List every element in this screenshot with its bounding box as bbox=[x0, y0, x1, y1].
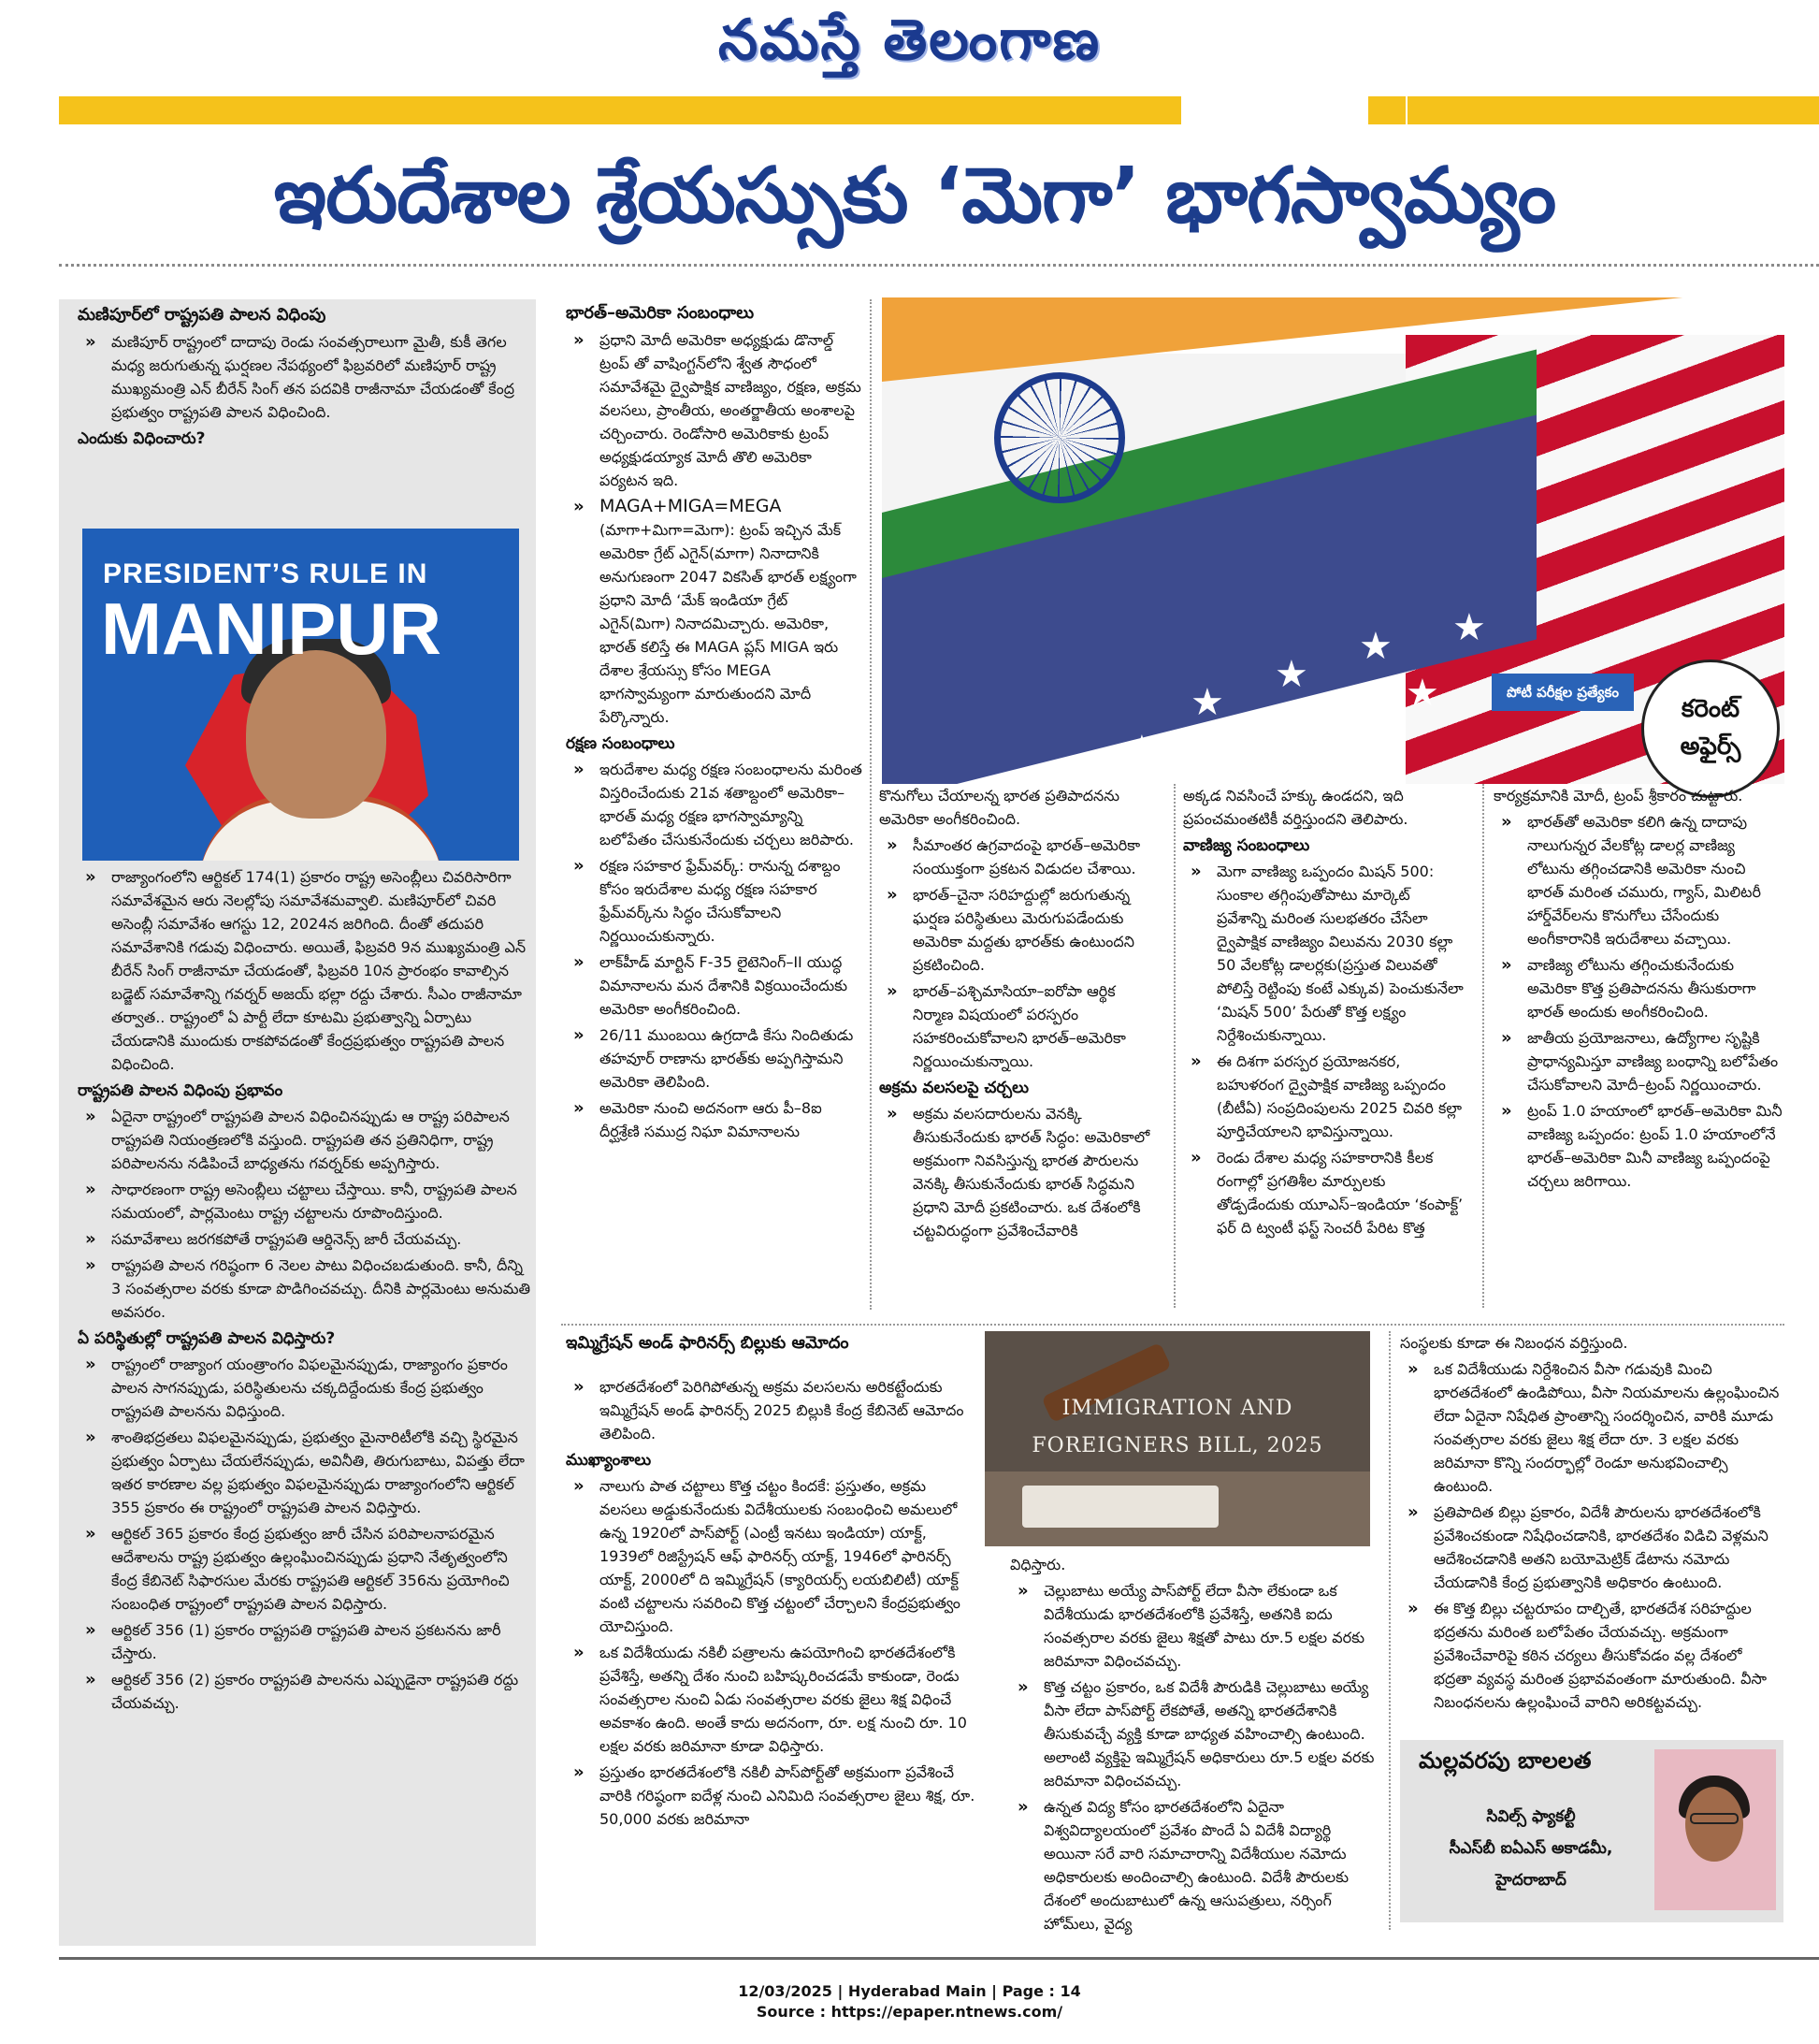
presidents-rule-image bbox=[82, 529, 519, 861]
current-affairs-badge bbox=[1641, 660, 1780, 798]
text-block: కొనుగోలు చేయాలన్న భారత ప్రతిపాదనను అమెరికా అంగీకరించింది. bbox=[879, 787, 1120, 828]
list-item: » శాంతిభద్రతలు విఫలమైనప్పుడు, ప్రభుత్వం మైనారిటీలోకి వచ్చి స్థిరమైన ప్రభుత్వం ఏర్పాటు చేయలేనప్పుడు, అవినీతి, తిరుగుబాటు, విపత్తు లేదా ఇతర కారణాల వల్ల ప్రభుత్వం విఫలమైనప్పుడు రాజ్యాంగంలోని ఆర్టికల్ 355 ప్రకారం ఈ రాష్ట్రంలో రాష్ట్రపతి పాలన విధిస్తారు. bbox=[78, 1426, 536, 1519]
list-item: » కొత్త చట్టం ప్రకారం, ఒక విదేశీ పౌరుడికి చెల్లుబాటు అయ్యే వీసా లేదా పాస్‌పోర్ట్ లేకపోతే, అతన్ని భారతదేశానికి తీసుకువచ్చే వ్యక్తి కూడా బాధ్యత వహించాల్సి ఉంటుంది. అలాంటి వ్యక్తిపై ఇమ్మిగ్రేషన్ అధికారులు రూ.5 లక్షల వరకు జరిమానా విధించవచ్చు. bbox=[1010, 1675, 1375, 1792]
list-item: » ఈ దిశగా పరస్పర ప్రయోజనకర, బహుళరంగ ద్వైపాక్షిక వాణిజ్య ఒప్పందం (బీటీఏ) సంప్రదింపులను 2025 చివరి కల్లా పూర్తిచేయాలని భావిస్తున్నాయి. bbox=[1183, 1050, 1464, 1143]
manipur-title: మణిపూర్‌లో రాష్ట్రపతి పాలన విధింపు bbox=[78, 305, 326, 325]
book-icon bbox=[1022, 1486, 1219, 1528]
immigration-column-2 bbox=[1010, 1553, 1375, 1938]
badge-line1: కరెంట్ bbox=[1681, 695, 1740, 723]
list-item: » ఆర్టికల్ 365 ప్రకారం కేంద్ర ప్రభుత్వం జారీ చేసిన పరిపాలనాపరమైన ఆదేశాలను రాష్ట్ర ప్రభుత్వం ఉల్లంఘించినప్పుడు ప్రధాని నేతృత్వంలోని కేంద్ర కేబినెట్ సిఫారసుల మేరకు రాష్ట్రపతి ఆర్టికల్ 356ను ప్రయోగించి సంబంధిత రాష్ట్రంలో రాష్ట్రపతి పాలన విధిస్తారు. bbox=[78, 1522, 536, 1616]
column-4 bbox=[1494, 784, 1783, 1196]
list-item: » ఆర్టికల్ 356 (1) ప్రకారం రాష్ట్రపతి రాష్ట్రపతి పాలన ప్రకటనను జారీ చేస్తారు. bbox=[78, 1618, 536, 1665]
footer-source: Source : https://epaper.ntnews.com/ bbox=[756, 2003, 1063, 2021]
image-caption-line1: IMMIGRATION AND bbox=[1061, 1397, 1293, 1420]
president-portrait bbox=[246, 650, 386, 819]
column-3 bbox=[1183, 784, 1464, 1242]
list-item: » భారత్–పశ్చిమాసియా–ఐరోపా ఆర్థిక నిర్మాణ విషయంలో పరస్పరం సహకరించుకోవాలని భారత్–అమెరికా నిర్ణయించుకున్నాయి. bbox=[879, 979, 1160, 1073]
list-item: » ఉన్నత విద్య కోసం భారతదేశంలోని ఏదైనా విశ్వవిద్యాలయంలో ప్రవేశం పొందే ఏ విదేశీ విద్యార్థి అయినా సరే వారి సమాచారాన్ని విదేశీయుల నమోదు అధికారులకు అందించాల్సి ఉంటుంది. విదేశీ పౌరులకు దేశంలో అందుబాటులో ఉన్న ఆసుపత్రులు, నర్సింగ్ హోమ్‌లు, వైద్య bbox=[1010, 1795, 1375, 1935]
column-2 bbox=[879, 784, 1160, 1245]
why-heading: ఎందుకు విధించారు? bbox=[78, 429, 206, 448]
mega-heading: » MAGA+MIGA=MEGA bbox=[599, 496, 782, 516]
list-item bbox=[566, 495, 863, 729]
badge-line2: అఫైర్స్ bbox=[1680, 732, 1741, 761]
text-block: అక్కడ నివసించే హక్కు ఉండదని, ఇది ప్రపంచమంతటికీ వర్తిస్తుందని తెలిపారు. bbox=[1183, 787, 1408, 828]
list-item: » సీమాంతర ఉగ్రవాదంపై భారత్–అమెరికా సంయుక్తంగా ప్రకటన విడుదల చేశాయి. bbox=[879, 834, 1160, 880]
exam-special-badge: పోటీ పరీక్షల ప్రత్యేకం bbox=[1492, 674, 1634, 711]
section-divider bbox=[561, 1324, 1784, 1326]
list-item: » సాధారణంగా రాష్ట్ర అసెంబ్లీలు చట్టాలు చేస్తాయి. కానీ, రాష్ట్రపతి పాలన సమయంలో, పార్లమెంటు రాష్ట్ర చట్టాలను రూపొందిస్తుంది. bbox=[78, 1178, 536, 1225]
image-caption-line2: MANIPUR bbox=[101, 587, 441, 670]
list-item: » వాణిజ్య లోటును తగ్గించుకునేందుకు అమెరికా కొత్త ప్రతిపాదనను తీసుకురాగా భారత్ అందుకు అంగీకరించింది. bbox=[1494, 953, 1783, 1023]
list-item: » మణిపూర్ రాష్ట్రంలో దాదాపు రెండు సంవత్సరాలుగా మైతీ, కుకీ తెగల మధ్య జరుగుతున్న ఘర్షణల నేపథ్యంలో ఫిబ్రవరిలో మణిపూర్ రాష్ట్ర ముఖ్యమంత్రి ఎన్ బీరేన్ సింగ్ తన పదవికి రాజీనామా చేయడంతో కేంద్ర ప్రభుత్వం రాష్ట్రపతి పాలన విధించింది. bbox=[78, 330, 536, 424]
india-usa-title: భారత్–అమెరికా సంబంధాలు bbox=[566, 303, 755, 323]
list-item: » ఇరుదేశాల మధ్య రక్షణ సంబంధాలను మరింత విస్తరించేందుకు 21వ శతాబ్దంలో అమెరికా–భారత్ మధ్య రక్షణ భాగస్వామ్యాన్ని బలోపేతం చేసుకునేందుకు చర్చలు జరిపారు. bbox=[566, 758, 863, 851]
migration-heading: అక్రమ వలసలపై చర్చలు bbox=[879, 1079, 1030, 1097]
when-heading: ఏ పరిస్థితుల్లో రాష్ట్రపతి పాలన విధిస్తారు? bbox=[78, 1329, 336, 1348]
column-rule bbox=[1174, 784, 1176, 1308]
effect-heading: రాష్ట్రపతి పాలన విధింపు ప్రభావం bbox=[78, 1081, 283, 1100]
author-photo bbox=[1654, 1749, 1776, 1910]
list-item: » రక్షణ సహకార ఫ్రేమ్‌వర్క్: రానున్న దశాబ్దం కోసం ఇరుదేశాల మధ్య రక్షణ సహకార ఫ్రేమ్‌వర్క్‌ను సిద్ధం చేసుకోవాలని నిర్ణయించుకున్నారు. bbox=[566, 854, 863, 948]
list-item: » రాజ్యాంగంలోని ఆర్టికల్ 174(1) ప్రకారం రాష్ట్ర అసెంబ్లీలు చివరిసారిగా సమావేశమైన ఆరు నెలల్లోపు సమావేశమవ్వాలి. మణిపూర్‌లో చివరి అసెంబ్లీ సమావేశం ఆగస్టు 12, 2024న జరిగింది. దీంతో తదుపరి సమావేశానికి గడువు విధించారు. అయితే, ఫిబ్రవరి 9న ముఖ్యమంత్రి ఎన్ బీరేన్ సింగ్ రాజీనామా చేయడంతో, ఫిబ్రవరి 10న ప్రారంభం కావాల్సిన బడ్జెట్ సమావేశాన్ని గవర్నర్ అజయ్ భల్లా రద్దు చేశారు. సీఎం రాజీనామా తర్వాత.. రాష్ట్రంలో ఏ పార్టీ లేదా కూటమి ప్రభుత్వాన్ని ఏర్పాటు చేయడానికి ముందుకు రాకపోవడంతో కేంద్రప్రభుత్వం రాష్ట్రపతి పాలన విధించింది. bbox=[78, 865, 536, 1076]
page-headline: ఇరుదేశాల శ్రేయస్సుకు ‘మెగా’ భాగస్వామ్యం bbox=[273, 152, 1556, 240]
immigration-title: ఇమ్మిగ్రేషన్ అండ్ ఫారినర్స్ బిల్లుకు ఆమోదం bbox=[566, 1333, 849, 1353]
list-item: » ఆర్టికల్ 356 (2) ప్రకారం రాష్ట్రపతి పాలనను ఎప్పుడైనా రాష్ట్రపతి రద్దు చేయవచ్చు. bbox=[78, 1668, 536, 1715]
list-item: » అక్రమ వలసదారులను వెనక్కి తీసుకునేందుకు భారత్ సిద్ధం: అమెరికాలో అక్రమంగా నివసిస్తున్న భారత పౌరులను వెనక్కి తీసుకునేందుకు భారత్ సిద్ధమని ప్రధాని మోదీ ప్రకటించారు. ఒక దేశంలోకి చట్టవిరుద్ధంగా ప్రవేశించేవారికి bbox=[879, 1102, 1160, 1242]
list-item: » ఒక విదేశీయుడు నకిలీ పత్రాలను ఉపయోగించి భారతదేశంలోకి ప్రవేశిస్తే, అతన్ని దేశం నుంచి బహిష్కరించడమే కాకుండా, రెండు సంవత్సరాల నుంచి ఏడు సంవత్సరాల వరకు జైలు శిక్ష విధించే అవకాశం ఉంది. అంతే కాదు అదనంగా, రూ. లక్ష నుంచి రూ. 10 లక్షల వరకు జరిమానా కూడా విధిస్తారు. bbox=[566, 1641, 977, 1758]
author-line1: సివిల్స్ ఫ్యాకల్టీ bbox=[1486, 1807, 1576, 1826]
list-item: » జాతీయ ప్రయోజనాలు, ఉద్యోగాల సృష్టికి ప్రాధాన్యమిస్తూ వాణిజ్య బంధాన్ని బలోపేతం చేసుకోవాలని మోదీ–ట్రంప్ నిర్ణయించారు. bbox=[1494, 1026, 1783, 1096]
color-band bbox=[59, 96, 1819, 124]
image-caption-line1: PRESIDENT’S RULE IN bbox=[103, 558, 428, 589]
author-line2: సీఎస్‌బీ ఐఏఎస్ అకాడమీ, bbox=[1449, 1839, 1613, 1858]
key-points-heading: ముఖ్యాంశాలు bbox=[566, 1451, 652, 1470]
immigration-bill-image bbox=[985, 1331, 1370, 1546]
text-block: విధిస్తారు. bbox=[1010, 1556, 1066, 1573]
list-item: » భారత్‌తో అమెరికా కలిగి ఉన్న దాదాపు నాలుగున్నర వేలకోట్ల డాలర్ల వాణిజ్య లోటును తగ్గించడానికి అమెరికా నుంచి భారత్ మరింత చమురు, గ్యాస్, మిలిటరీ హార్డ్‌వేర్‌లను కొనుగోలు చేసేందుకు అంగీకారానికి ఇరుదేశాలు వచ్చాయి. bbox=[1494, 810, 1783, 950]
divider bbox=[59, 264, 1819, 267]
list-item: » ఒక విదేశీయుడు నిర్దేశించిన వీసా గడువుకి మించి భారతదేశంలో ఉండిపోయి, వీసా నియమాలను ఉల్లంఘించిన లేదా ఏదైనా నిషేధిత ప్రాంతాన్ని సందర్శించిన, వారికి మూడు సంవత్సరాల వరకు జైలు శిక్ష లేదా రూ. 3 లక్షల వరకు జరిమానా కొన్ని సందర్భాల్లో రెండూ అనుభవించాల్సి ఉంటుంది. bbox=[1400, 1357, 1783, 1498]
manipur-section-body bbox=[78, 865, 536, 1718]
list-item: » రాష్ట్రంలో రాజ్యాంగ యంత్రాంగం విఫలమైనప్పుడు, రాజ్యాంగం ప్రకారం పాలన సాగనప్పుడు, పరిస్థితులను చక్కదిద్దేందుకు కేంద్ర ప్రభుత్వం రాష్ట్రపతి పాలనను విధిస్తుంది. bbox=[78, 1353, 536, 1423]
newspaper-logo: నమస్తే తెలంగాణ bbox=[717, 7, 1102, 73]
list-item: » ప్రస్తుతం భారతదేశంలోకి నకిలీ పాస్‌పోర్ట్‌తో అక్రమంగా ప్రవేశించే వారికి గరిష్ఠంగా ఐదేళ్ల నుంచి ఎనిమిది సంవత్సరాల జైలు శిక్ష, రూ. 50,000 వరకు జరిమానా bbox=[566, 1761, 977, 1831]
list-item: » రాష్ట్రపతి పాలన గరిష్ఠంగా 6 నెలల పాటు విధించబడుతుంది. కానీ, దీన్ని 3 సంవత్సరాల వరకు కూడా పొడిగించవచ్చు. దీనికి పార్లమెంటు అనుమతి అవసరం. bbox=[78, 1254, 536, 1324]
footer-rule bbox=[59, 1957, 1819, 1960]
list-item: » మెగా వాణిజ్య ఒప్పందం మిషన్ 500: సుంకాల తగ్గింపుతోపాటు మార్కెట్ ప్రవేశాన్ని మరింత సులభతరం చేసేలా ద్వైపాక్షిక వాణిజ్యం విలువను 2030 కల్లా 50 వేలకోట్ల డాలర్లకు(ప్రస్తుత విలువతో పోలిస్తే రెట్టింపు కంటే ఎక్కువ) పెంచుకునేలా ‘మిషన్ 500’ పేరుతో కొత్త లక్ష్యం నిర్దేశించుకున్నాయి. bbox=[1183, 860, 1464, 1047]
mega-text: (మాగా+మిగా=మెగా): ట్రంప్ ఇచ్చిన మేక్ అమెరికా గ్రేట్ ఎగైన్(మాగా) నినాదానికి అనుగుణంగా 2047 వికసిత్ భారత్ లక్ష్యంగా ప్రధాని మోదీ ‘మేక్ ఇండియా గ్రేట్ ఎగైన్(మిగా) నినాదమిచ్చారు. అమెరికా, భారత్ కలిస్తే ఈ MAGA ప్లస్ MIGA ఇరు దేశాల శ్రేయస్సు కోసం MEGA భాగస్వామ్యంగా మారుతుందని మోదీ పేర్కొన్నారు. bbox=[599, 521, 857, 726]
list-item: » చెల్లుబాటు అయ్యే పాస్‌పోర్ట్ లేదా వీసా లేకుండా ఒక విదేశీయుడు భారతదేశంలోకి ప్రవేశిస్తే, అతనికి ఐదు సంవత్సరాల వరకు జైలు శిక్షతో పాటు రూ.5 లక్షల వరకు జరిమానా విధించవచ్చు. bbox=[1010, 1579, 1375, 1673]
immigration-column-3 bbox=[1400, 1331, 1783, 1717]
text-block: కార్యక్రమానికి మోదీ, ట్రంప్ శ్రీకారం చుట్టారు. bbox=[1494, 787, 1743, 805]
ashoka-chakra-icon bbox=[994, 372, 1125, 503]
author-box bbox=[1400, 1740, 1783, 1922]
page-footer bbox=[0, 1981, 1819, 2022]
india-usa-flags-image: ★ ★ ★ ★ ★ ★ ★ ★ bbox=[882, 297, 1784, 784]
list-item: » ఏదైనా రాష్ట్రంలో రాష్ట్రపతి పాలన విధించినప్పుడు ఆ రాష్ట్ర పరిపాలన రాష్ట్రపతి నియంత్రణలోకి వస్తుంది. రాష్ట్రపతి తన ప్రతినిధిగా, రాష్ట్ర పరిపాలనను నడిపించే బాధ్యతను గవర్నర్‌కు అప్పగిస్తారు. bbox=[78, 1105, 536, 1175]
list-item: » రెండు దేశాల మధ్య సహకారానికి కీలక రంగాల్లో ప్రగతిశీల మార్పులకు తోడ్పడేందుకు యూఎస్–ఇండియా ‘కంపాక్ట్’ ఫర్ ది ట్వంటీ ఫస్ట్ సెంచరీ పేరిట కొత్త bbox=[1183, 1146, 1464, 1239]
immigration-column-1 bbox=[566, 1375, 977, 1834]
author-line3: హైదరాబాద్ bbox=[1495, 1871, 1566, 1890]
column-rule bbox=[1389, 1331, 1391, 1930]
list-item: » ట్రంప్ 1.0 హయాంలో భారత్–అమెరికా మినీ వాణిజ్య ఒప్పందం: ట్రంప్ 1.0 హయాంలోనే భారత్–అమెరికా మినీ వాణిజ్య ఒప్పందంపై చర్చలు జరిగాయి. bbox=[1494, 1099, 1783, 1193]
defence-heading: రక్షణ సంబంధాలు bbox=[566, 734, 675, 753]
list-item: » భారత్–చైనా సరిహద్దుల్లో జరుగుతున్న ఘర్షణ పరిస్థితులు మెరుగుపడేందుకు అమెరికా మద్దతు భారత్‌కు ఉంటుందని ప్రకటించింది. bbox=[879, 883, 1160, 977]
manipur-section-top bbox=[78, 301, 536, 453]
list-item: » అమెరికా నుంచి అదనంగా ఆరు పీ–8ఐ దీర్ఘశ్రేణి సముద్ర నిఘా విమానాలను bbox=[566, 1096, 863, 1143]
list-item: » ప్రధాని మోదీ అమెరికా అధ్యక్షుడు డొనాల్డ్ ట్రంప్ తో వాషింగ్టన్‌లోని శ్వేత సౌధంలో సమావేశమై ద్వైపాక్షిక వాణిజ్యం, రక్షణ, అక్రమ వలసలు, ప్రాంతీయ, అంతర్జాతీయ అంశాలపై చర్చించారు. రెండోసారి అమెరికాకు ట్రంప్ అధ్యక్షుడయ్యాక మోదీ తొలి అమెరికా పర్యటన ఇది. bbox=[566, 328, 863, 492]
list-item: » నాలుగు పాత చట్టాలు కొత్త చట్టం కిందకే: ప్రస్తుతం, అక్రమ వలసలు అడ్డుకునేందుకు విదేశీయులకు సంబంధించి అమలులో ఉన్న 1920లో పాస్‌పోర్ట్ (ఎంట్రీ ఇనటు ఇండియా) యాక్ట్, 1939లో రిజిస్ట్రేషన్ ఆఫ్ ఫారినర్స్ యాక్ట్, 1946లో ఫారినర్స్ యాక్ట్, 2000లో ది ఇమ్మిగ్రేషన్ (క్యారియర్స్ లయబిలిటీ) యాక్ట్ వంటి చట్టాలను సవరించి కొత్త చట్టంలో చేర్చాలని కేంద్రప్రభుత్వం యోచిస్తుంది. bbox=[566, 1474, 977, 1638]
list-item: » సమావేశాలు జరగకపోతే రాష్ట్రపతి ఆర్డినెన్స్ జారీ చేయవచ్చు. bbox=[78, 1227, 536, 1251]
column-rule bbox=[1482, 784, 1484, 1308]
list-item: » ప్రతిపాదిత బిల్లు ప్రకారం, విదేశీ పౌరులను భారతదేశంలోకి ప్రవేశించకుండా నిషేధించడానికి, భారతదేశం విడిచి వెళ్లమని ఆదేశించడానికి అతని బయోమెట్రిక్ డేటాను నమోదు చేయడానికి కేంద్ర ప్రభుత్వానికి అధికారం ఉంటుంది. bbox=[1400, 1500, 1783, 1594]
column-rule bbox=[870, 299, 872, 1310]
india-usa-column bbox=[566, 299, 863, 1146]
text-block: సంస్థలకు కూడా ఈ నిబంధన వర్తిస్తుంది. bbox=[1400, 1334, 1628, 1352]
list-item: » ఈ కొత్త బిల్లు చట్టరూపం దాల్చితే, భారతదేశ సరిహద్దుల భద్రతను మరింత బలోపేతం చేయవచ్చు. అక్రమంగా ప్రవేశించేవారిపై కఠిన చర్యలు తీసుకోవడం వల్ల దేశంలో భద్రతా వ్యవస్థ మరింత ప్రభావవంతంగా మారుతుంది. వీసా నిబంధనలను ఉల్లంఘించే వారిని అరికట్టవచ్చు. bbox=[1400, 1597, 1783, 1714]
trade-heading: వాణిజ్య సంబంధాలు bbox=[1183, 836, 1310, 855]
footer-date-edition: 12/03/2025 | Hyderabad Main | Page : 14 bbox=[738, 1982, 1081, 2000]
list-item: » భారతదేశంలో పెరిగిపోతున్న అక్రమ వలసలను అరికట్టేందుకు ఇమ్మిగ్రేషన్ అండ్ ఫారినర్స్ 2025 బిల్లుకి కేంద్ర కేబినెట్ ఆమోదం తెలిపింది. bbox=[566, 1375, 977, 1445]
list-item: » లాక్‌హీడ్ మార్టిన్ F-35 లైటెనింగ్–II యుద్ధ విమానాలను మన దేశానికి విక్రయించేందుకు అమెరికా అంగీకరించింది. bbox=[566, 950, 863, 1021]
image-caption-line2: FOREIGNERS BILL, 2025 bbox=[1032, 1434, 1323, 1457]
masthead bbox=[0, 0, 1819, 89]
list-item: » 26/11 ముంబయి ఉగ్రదాడి కేసు నిందితుడు తహవూర్ రాణాను భారత్‌కు అప్పగిస్తామని అమెరికా తెలిపింది. bbox=[566, 1023, 863, 1094]
author-name: మల్లవరపు బాలలత bbox=[1419, 1747, 1592, 1774]
